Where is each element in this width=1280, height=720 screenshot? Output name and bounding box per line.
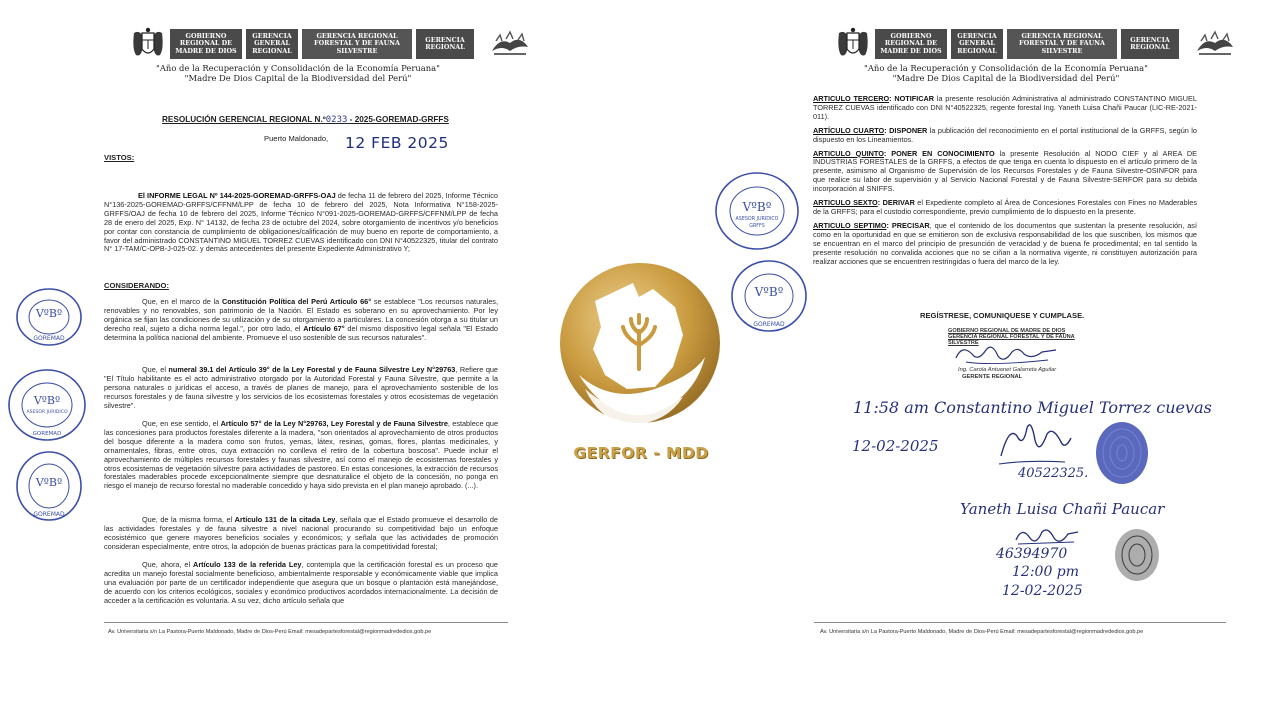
letterhead-box-gerencia-forestal: GERENCIA REGIONAL FORESTAL Y DE FAUNA SILVESTRE	[1007, 29, 1117, 59]
p4-text-a: Que, de la misma forma, el	[142, 515, 235, 524]
handwritten-receipt-line: 11:58 am Constantino Miguel Torrez cuevas	[853, 398, 1212, 417]
resolution-suffix: - 2025-GOREMAD-GRFFS	[347, 115, 449, 124]
motto-line-1: "Año de la Recuperación y Consolidación de la Economía Peruana"	[864, 63, 1148, 73]
article-third: ARTICULO TERCERO: NOTIFICAR la presente resolución Administrativa al administrado CONSTANTINO MIGUEL TORREZ CUEVAS identificado con DNI N°40522325, regente forestal Ing. Yaneth Luisa Chañi Paucar (LIC-RE-2021-011).	[813, 94, 1197, 121]
motto-right	[846, 63, 1166, 83]
regional-emblem-icon	[1193, 29, 1237, 59]
place-line: Puerto Maldonado,	[264, 134, 329, 143]
goremad-text-2: GOREMAD	[32, 431, 62, 437]
p1-text-a: Que, en el marco de la	[142, 297, 222, 306]
footer-address: Av. Universitaria s/n La Pastora-Puerto Maldonado, Madre de Dios-Perú Email: mesadepartesforestal@regionmadrededios.gob.pe	[108, 629, 432, 635]
peru-coat-of-arms-icon	[130, 27, 166, 61]
vobo-text-5: VºBº	[754, 285, 784, 299]
date-stamp: 12 FEB 2025	[345, 134, 449, 152]
article-seventh-title: ARTICULO SEPTIMO	[813, 220, 887, 230]
letterhead-box-gerencia-general: GERENCIA GENERAL REGIONAL	[246, 29, 298, 59]
considerando-heading: CONSIDERANDO:	[104, 281, 169, 290]
letterhead-box-gerencia-general: GERENCIA GENERAL REGIONAL	[951, 29, 1003, 59]
letterhead-right	[835, 26, 1237, 62]
closing-formula: REGÍSTRESE, COMUNIQUESE Y CUMPLASE.	[920, 311, 1085, 320]
considerando-paragraph-3	[104, 420, 498, 491]
asesor-juridico-stamp-right	[714, 171, 800, 251]
handwritten-time-2: 12:00 pm	[1012, 564, 1080, 580]
asesor-text-left: ASESOR JURIDICO	[26, 410, 68, 415]
p4-text-c: , señala que el Estado promueve el desarrollo de las actividades forestales y de fauna silvestre a nivel nacional procurando su competitividad bajo un enfoque ecosistémico que genere mayores beneficios sociales y económicos; y señala que las actividades de promoción consideran especialmente, entre otros, la adopción de buenas prácticas para la competitividad forestal;	[104, 515, 498, 551]
article-fourth-text: la publicación del reconocimiento en el portal institucional de la GRFFS, según lo dispuesto en los Lineamientos.	[813, 125, 1197, 144]
article-third-title: ARTICULO TERCERO	[813, 94, 890, 103]
p3-text-c: , establece que las concesiones para productos forestales diferente a la madera, "son orientados al aprovechamiento de otros productos del bosque diferente a la madera como son frutos, yemas, látex, resinas, gomas, flores, plantas medicinales, y ornamentales, fibras, entre otros, cuya extracción no conlleva el retiro de la cobertura boscosa". Puede incluir el aprovechamiento de múltiples recursos forestales y faunas silvestre, así como el manejo de ecosistemas forestales y otros ecosistemas de vegetación silvestre para actividades de pastoreo. En estas concesiones, la extracción de recursos forestales maderables procede excepcionalmente siempre que desnaturalice el objeto de la concesión, no ponga en riesgo el manejo de recurso forestal no maderable concedido y haya sido prevista en el plan manejo aprobado. (...).	[104, 419, 498, 491]
goremad-text-1: GOREMAD	[33, 335, 65, 342]
vobo-text-1: VºBº	[35, 307, 63, 320]
signature-name: Ing. Carola Antuanet Galarreta Aguilar	[958, 367, 1057, 373]
footer-address-right: Av. Universitaria s/n La Pastora-Puerto Maldonado, Madre de Dios-Perú Email: mesadepartesforestal@regionmadrededios.gob.pe	[820, 629, 1144, 635]
gerfor-mdd-logo	[555, 257, 725, 467]
grffs-text: GRFFS	[749, 224, 765, 229]
footer-divider	[104, 622, 508, 623]
p3-bold-b: Artículo 57° de la Ley N°29763, Ley Forestal y de Fauna Silvestre	[220, 419, 448, 428]
goremad-text-5: GOREMAD	[753, 321, 785, 328]
articles-section	[813, 95, 1197, 271]
motto-line-2: "Madre De Dios Capital de la Biodiversidad del Perú"	[892, 73, 1120, 83]
regent-signature-scribble	[1012, 524, 1082, 548]
handwritten-dni-2: 46394970	[996, 546, 1068, 562]
vobo-stamp-goremad-2	[15, 450, 83, 522]
fingerprint-2-icon	[1110, 526, 1164, 584]
considerando-paragraph-2	[104, 366, 498, 411]
vistos-lead: El INFORME LEGAL Nº 144-2025-GOREMAD-GRFFS-OAJ	[138, 191, 336, 200]
article-seventh-verb: PRECISAR	[891, 220, 930, 230]
article-sixth-text: el Expediente completo al Área de Concesiones Forestales con Fines no Maderables de la GRFFS; para el custodio correspondiente, previo cumplimiento de lo dispuesto en la presente.	[813, 198, 1197, 216]
article-third-verb: NOTIFICAR	[894, 94, 935, 103]
signature-role: GERENTE REGIONAL	[962, 374, 1023, 380]
peru-coat-of-arms-icon	[835, 27, 871, 61]
letterhead-box-gobierno: GOBIERNO REGIONAL DE MADRE DE DIOS	[170, 29, 242, 59]
handwritten-regent-name: Yaneth Luisa Chañi Paucar	[960, 500, 1165, 518]
vistos-heading: VISTOS:	[104, 153, 135, 162]
asesor-juridico-stamp-left	[7, 368, 87, 442]
asesor-text-right: ASESOR JURIDICO	[735, 217, 779, 222]
letterhead	[130, 26, 532, 62]
resolution-prefix: RESOLUCIÓN GERENCIAL REGIONAL N.º	[162, 115, 326, 124]
resolution-number: 0233	[325, 115, 348, 125]
letterhead-box-gerencia-regional: GERENCIA REGIONAL	[1121, 29, 1179, 59]
article-fifth-verb: PONER EN CONOCIMIENTO	[891, 148, 995, 158]
manager-signature-block	[948, 328, 1098, 386]
p3-text-a: Que, en ese sentido, el	[142, 419, 221, 428]
p5-bold-b: Artículo 133 de la referida Ley	[193, 560, 302, 569]
p5-text-c: , contempla que la certificación forestal es un proceso que acredita un manejo forestal socialmente beneficioso, ambientalmente responsable y económicamente viable que implica una evaluación por parte de un certificador independiente que asegura que un bosque o plantación está manejándose, de acuerdo con los criterios ecológicos, sociales y económico productivos acordados internacionalmente. La decisión de acceder a la certificación es voluntaria. A su vez, dicho artículo señala que	[104, 560, 498, 605]
letterhead-box-gobierno: GOBIERNO REGIONAL DE MADRE DE DIOS	[875, 29, 947, 59]
motto-line-1: "Año de la Recuperación y Consolidación de la Economía Peruana"	[156, 63, 440, 73]
manager-signature-scribble	[952, 340, 1062, 370]
fingerprint-1-icon	[1093, 420, 1151, 486]
article-third-text: la presente resolución Administrativa al administrado CONSTANTINO MIGUEL TORREZ CUEVAS identificado con DNI N°40522325, regente forestal Ing. Yaneth Luisa Chañi Paucar (LIC-RE-2021-011).	[813, 94, 1197, 121]
signature-org-line-2: GERENCIA REGIONAL FORESTAL Y DE FAUNA SILVESTRE	[948, 334, 1075, 347]
considerando-paragraph-5	[104, 561, 498, 606]
vobo-text-4: VºBº	[742, 200, 772, 214]
vobo-stamp-goremad-right	[730, 259, 808, 333]
letterhead-box-gerencia-forestal: GERENCIA REGIONAL FORESTAL Y DE FAUNA SILVESTRE	[302, 29, 412, 59]
handwritten-date-2: 12-02-2025	[1002, 583, 1083, 599]
article-sixth: ARTICULO SEXTO: DERIVAR el Expediente completo al Área de Concesiones Forestales con Fines no Maderables de la GRFFS; para el custodio correspondiente, previo cumplimiento de lo dispuesto en la presente.	[813, 198, 1197, 216]
footer-divider-right	[814, 622, 1226, 623]
article-seventh: ARTICULO SEPTIMO: PRECISAR, que el contenido de los documentos que sustentan la presente resolución, así como en la oportunidad en que se emitieron son de exclusiva responsabilidad de los que suscriben, los mismos que se encuentran en el marco del principio de presunción de veracidad y de buena fe procedimental; en tal sentido la presente resolución no convalida acciones que no se ciñan a la normativa vigente, ni constituyen autorización para realizar acciones que se encuentren restringidas o fuera del marco de la ley.	[813, 220, 1197, 266]
gerfor-mdd-wordmark: GERFOR - MDD	[573, 444, 709, 462]
p1-text-e: del mismo dispositivo legal señala "El Estado determina la política nacional del ambiente. Promueve el uso sostenible de sus recursos naturales".	[104, 323, 498, 342]
article-sixth-verb: DERIVAR	[882, 198, 915, 208]
p1-bold-b: Constitución Política del Perú Artículo 66°	[221, 297, 372, 306]
article-fourth-title: ARTÍCULO CUARTO	[813, 125, 885, 135]
p1-text-c: se establece "Los recursos naturales, renovables y no renovables, son patrimonio de la Nación. El Estado es soberano en su aprovechamiento. Por ley orgánica se fijan las condiciones de su utilización y de su otorgamiento a particulares. La concesión otorga a su titular un derecho real, sujeto a dicha norma legal.", por otro lado, el	[104, 297, 498, 333]
document-page-left	[0, 0, 560, 640]
article-seventh-text: , que el contenido de los documentos que sustentan la presente resolución, así como en la oportunidad en que se emitieron son de exclusiva responsabilidad de los que suscriben, los mismos que se encuentran en el marco del principio de presunción de veracidad y de buena fe procedimental; en tal sentido la presente resolución no convalida acciones que no se ciñan a la normativa vigente, ni constituyen autorización para realizar acciones que se encuentren restringidas o fuera del marco de la ley.	[813, 220, 1197, 266]
p2-bold-b: numeral 39.1 del Artículo 39° de la Ley Forestal y de Fauna Silvestre Ley N°29763	[168, 365, 456, 374]
vistos-body: de fecha 11 de febrero del 2025, Informe Técnico N°136-2025-GOREMAD-GRFFS/CFFNM/LPP de fecha 10 de febrero del 2025, Nota Informativa N°158-2025-GRFFS/OAJ de fecha 10 de febrero del 2025, Informe Técnico N°091-2025-GOREMAD-GRFFS/CFFNM/LPP de fecha 28 de enero del 2025, Exp. N° 14132, de fecha 23 de octubre del 2024, sobre otorgamiento de incentivos y/o beneficios por contar con constancia de cumplimiento de obligaciones/calificación de muy bueno en reporte de comportamiento, a favor del administrado CONSTANTINO MIGUEL TORREZ CUEVAS identificado con DNI N°40522325, titular del contrato N° 17-TAM/C-OPB-J-025-02. y demás antecedentes del presente Expediente Administrativo Y;	[104, 191, 498, 254]
article-fifth-text: la presente Resolución al NODO CIEF y al AREA DE INDUSTRIAS FORESTALES de la GRFFS, a efectos de que tenga en cuenta lo dispuesto en el artículo primero de la presente, asimismo al Organismo de Supervisión de los Recursos Forestales y de Fauna Silvestre-OSINFOR para que realice su labor de supervisión y al Servicio Nacional Forestal y de Fauna Silvestre-SERFOR para su debida incorporación al SNIFFS.	[813, 148, 1197, 194]
p2-text-c: , Refiere que "El Título habilitante es el acto administrativo otorgado por la Autoridad Forestal y Fauna Silvestre, que permite a la persona naturales o jurídicas el acceso, a través de planes de manejo, para el aprovechamiento sostenible de los recursos forestales y de fauna silvestre y los servicios de los ecosistemas forestales y otros ecosistemas de vegetación silvestre".	[104, 365, 498, 410]
motto	[148, 63, 448, 83]
article-fourth: ARTÍCULO CUARTO: DISPONER la publicación del reconocimiento en el portal institucional de la GRFFS, según lo dispuesto en los Lineamientos.	[813, 125, 1197, 144]
regional-emblem-icon	[488, 29, 532, 59]
letterhead-box-gerencia-regional: GERENCIA REGIONAL	[416, 29, 474, 59]
goremad-text-3: GOREMAD	[33, 511, 65, 518]
p2-text-a: Que, el	[142, 365, 169, 374]
article-fifth: ARTICULO QUINTO: PONER EN CONOCIMIENTO la presente Resolución al NODO CIEF y al AREA DE INDUSTRIAS FORESTALES de la GRFFS, a efectos de que tenga en cuenta lo dispuesto en el artículo primero de la presente, asimismo al Organismo de Supervisión de los Recursos Forestales y de Fauna Silvestre-OSINFOR para que realice su labor de supervisión y al Servicio Nacional Forestal y de Fauna Silvestre-SERFOR para su debida incorporación al SNIFFS.	[813, 148, 1197, 194]
vistos-paragraph	[104, 192, 498, 254]
vobo-stamp-goremad-1	[15, 287, 83, 347]
handwritten-dni-1: 40522325.	[1018, 466, 1089, 481]
considerando-paragraph-1	[104, 298, 498, 343]
vobo-text-2: VºBº	[33, 394, 61, 407]
handwritten-date-1: 12-02-2025	[852, 437, 939, 455]
p1-bold-d: Artículo 67°	[303, 323, 345, 333]
administrado-signature-scribble	[995, 416, 1075, 472]
resolution-title	[162, 115, 449, 125]
considerando-paragraph-4	[104, 516, 498, 552]
article-sixth-title: ARTICULO SEXTO	[813, 198, 878, 208]
article-fourth-verb: DISPONER	[889, 125, 928, 135]
motto-line-2: "Madre De Dios Capital de la Biodiversidad del Perú"	[184, 73, 412, 83]
article-fifth-title: ARTICULO QUINTO	[813, 148, 884, 158]
signature-org-line-1: GOBIERNO REGIONAL DE MADRE DE DIOS	[948, 328, 1066, 334]
p5-text-a: Que, ahora, el	[142, 560, 194, 569]
vobo-text-3: VºBº	[35, 476, 63, 489]
p4-bold-b: Artículo 131 de la citada Ley	[234, 515, 336, 524]
